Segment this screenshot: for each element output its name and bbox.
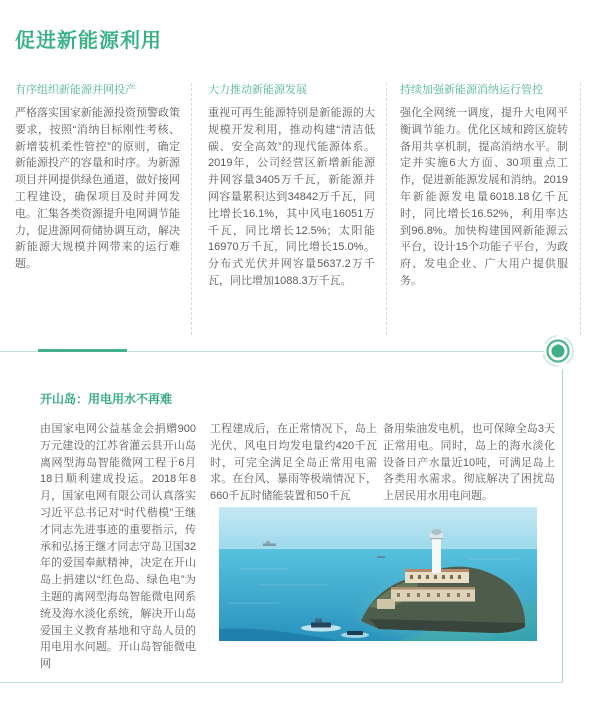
energy-column-3-heading: 持续加强新能源消纳运行管控 [400, 84, 543, 96]
energy-column-1 [15, 83, 192, 335]
energy-column-1-heading: 有序组织新能源并网投产 [15, 84, 136, 96]
story-column-2: 工程建成后，在正常情况下，岛上光伏、风电日均发电量约420千瓦时，可完全满足全岛正常用电需求。在台风、暴雨等极端情况下，660千瓦时储能装置和50千瓦 [210, 423, 377, 503]
energy-section [15, 83, 581, 335]
page-bottom-rule [0, 682, 563, 683]
island-photo-illustration [219, 507, 537, 641]
energy-column-1-body: 严格落实国家新能源投资预警政策要求，按照“消纳目标刚性考核、新增装机柔性管控”的原则，确定新能源投产的容量和时序。为新源项目并网提供绿色通道，做好接网工程建设，确保项目及时并网发电。汇集各类资源提升电网调节能力，促进源网荷储协调互动，解决新能源大规模并网带来的运行难题。 [15, 107, 180, 271]
story-column-3: 备用柴油发电机，也可保障全岛3天正常用电。同时，岛上的海水淡化设备日产水量近10吨，可满足岛上各类用水需求。彻底解决了困扰岛上居民用水用电问题。 [383, 423, 555, 503]
page-title: 促进新能源利用 [15, 30, 162, 52]
story-heading: 开山岛：用电用水不再难 [40, 392, 173, 406]
section-divider-accent [38, 349, 127, 352]
energy-column-3 [387, 83, 581, 335]
circular-ornament-icon [541, 334, 575, 368]
energy-column-2 [192, 83, 387, 335]
story-column-1: 由国家电网公益基金会捐赠900万元建设的江苏省灌云县开山岛离网型海岛智能微网工程于6月18日顺利建成投运。2018年8月，国家电网有限公司认真落实习近平总书记对“时代楷模”王继才同志先进事迹的重要指示，传承和弘扬王继才同志守岛卫国32年的爱国奉献精神，决定在开山岛上捐建以“红色岛、绿色电”为主题的离网型海岛智能微电网系统及海水淡化系统，解决开山岛爱国主义教育基地和守岛人员的用电用水问题。开山岛智能微电网 [40, 423, 196, 671]
energy-column-3-body: 强化全网统一调度，提升大电网平衡调节能力。优化区域和跨区旋转备用共享机制，提高消纳水平。制定并实施6大方面、30项重点工作，促进新能源发展和消纳。2019年新能源发电量6018.18亿千瓦时，同比增长16.52%，利用率达到96.8%。加快构建国网新能源云平台，设计15个功能子平台，为政府、发电企业、广大用户提供服务。 [400, 107, 568, 287]
energy-column-2-heading: 大力推动新能源发展 [208, 84, 307, 96]
energy-column-2-body: 重视可再生能源特别是新能源的大规模开发利用，推动构建“清洁低碳、安全高效”的现代能源体系。2019年，公司经营区新增新能源并网容量3405万千瓦，新能源并网容量累积达到34842万千瓦，同比增长16.1%，其中风电16051万千瓦，同比增长12.5%；太阳能16970万千瓦，同比增长15.0%。分布式光伏并网容量5637.2万千瓦，同比增加1088.3万千瓦。 [208, 107, 375, 287]
story-vertical-rule [562, 369, 563, 682]
island-photo [219, 507, 537, 641]
